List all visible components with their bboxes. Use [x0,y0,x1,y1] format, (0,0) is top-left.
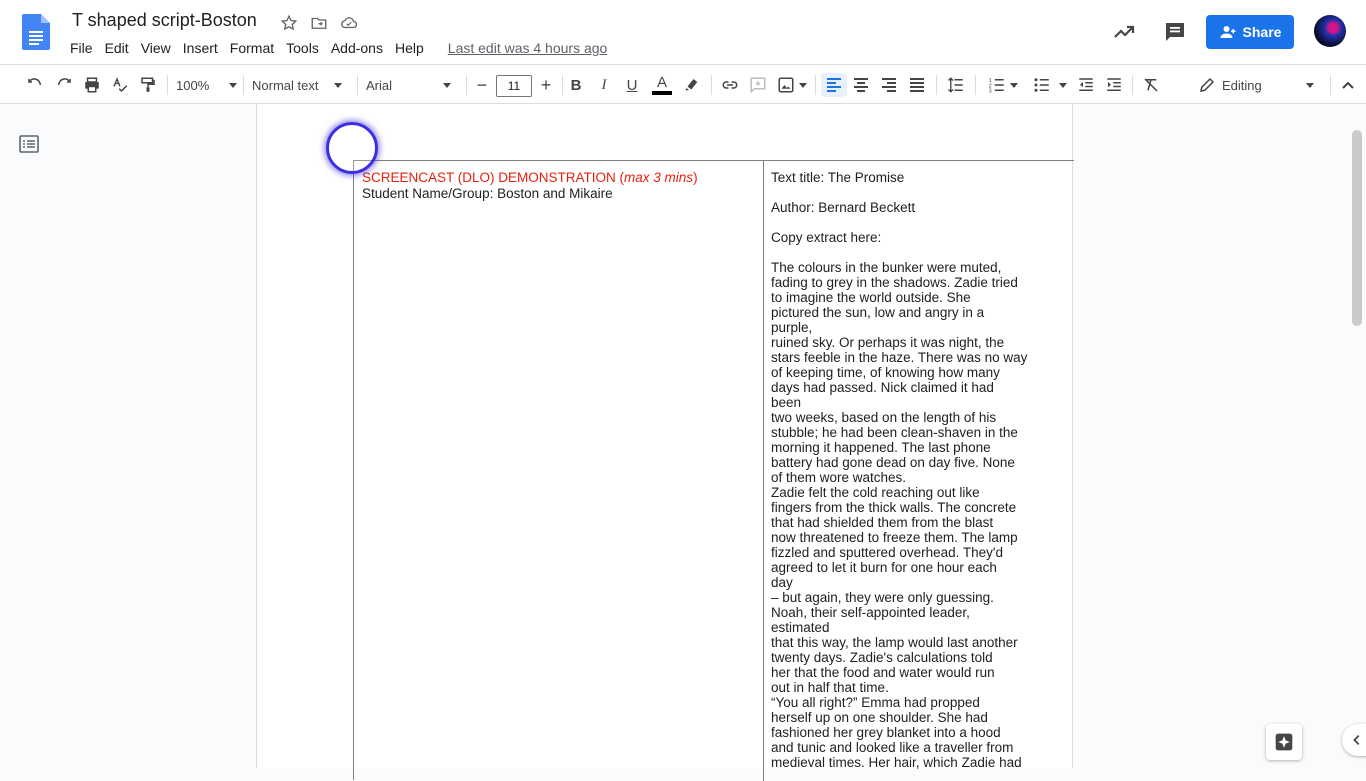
increase-indent-icon[interactable] [1103,73,1125,97]
account-avatar[interactable] [1314,15,1346,47]
paint-format-icon[interactable] [137,73,159,97]
increase-font-size-button[interactable]: + [540,74,552,95]
collapse-menus-icon[interactable] [1337,73,1359,97]
zoom-value: 100% [176,77,210,93]
table-column-divider [763,161,764,781]
justify-icon[interactable] [906,73,928,97]
pencil-icon [1198,76,1216,94]
chevron-down-icon [799,83,807,88]
toolbar-divider [815,75,816,95]
insert-link-icon[interactable] [719,73,741,97]
chevron-down-icon [229,83,237,88]
font-value: Arial [366,77,393,93]
menu-format[interactable]: Format [229,40,275,56]
chevron-down-icon [1010,83,1018,88]
chevron-left-icon [1350,733,1364,747]
insert-image-icon[interactable] [775,73,809,97]
undo-icon[interactable] [24,73,46,97]
copy-extract-label: Copy extract here: [771,230,882,245]
align-left-icon[interactable] [821,73,847,97]
paragraph-style-value: Normal text [252,77,319,93]
svg-text:1: 1 [988,78,992,84]
document-outline-icon[interactable] [19,135,39,153]
font-size-input[interactable]: 11 [496,75,532,97]
formatting-toolbar [0,64,1366,104]
menu-addons[interactable]: Add-ons [330,40,383,56]
chevron-down-icon [1059,83,1067,88]
toolbar-divider [357,75,358,95]
cloud-status-icon[interactable] [338,12,360,34]
decrease-font-size-button[interactable]: − [476,74,488,95]
italic-icon[interactable]: I [601,76,607,93]
move-folder-icon[interactable] [308,12,330,34]
docs-logo-icon[interactable] [22,14,50,50]
toolbar-divider [243,75,244,95]
menu-edit[interactable]: Edit [104,40,129,56]
menu-file[interactable]: File [70,40,93,56]
underline-icon[interactable]: U [626,76,638,94]
add-comment-icon[interactable] [747,73,769,97]
document-page[interactable] [256,104,1073,768]
app-header [0,0,1366,64]
author-line: Author: Bernard Beckett [771,200,916,215]
table-cell-right[interactable] [771,170,1071,770]
spellcheck-icon[interactable] [109,73,131,97]
title-actions [278,12,360,34]
toolbar-divider [562,75,563,95]
menu-tools[interactable]: Tools [286,40,319,56]
last-edit-link[interactable]: Last edit was 4 hours ago [447,40,608,56]
person-add-icon [1219,23,1237,41]
clear-formatting-icon[interactable] [1140,73,1162,97]
print-icon[interactable] [81,73,103,97]
menu-bar [64,38,613,58]
toolbar-divider [1132,75,1133,95]
chevron-down-icon [443,83,451,88]
toolbar-divider [167,75,168,95]
line-spacing-icon[interactable] [944,73,968,97]
editing-mode-select[interactable] [1198,73,1324,97]
explore-button[interactable] [1266,724,1302,760]
svg-text:3: 3 [988,88,992,94]
comments-icon[interactable] [1163,20,1187,44]
toolbar-divider [711,75,712,95]
side-panel-toggle[interactable] [1342,724,1366,756]
share-label: Share [1242,24,1282,40]
redo-icon[interactable] [53,73,75,97]
vertical-scrollbar[interactable] [1352,130,1362,326]
text-color-icon[interactable]: A [650,73,674,97]
font-select[interactable] [366,73,462,97]
decrease-indent-icon[interactable] [1075,73,1097,97]
highlight-icon[interactable] [681,73,703,97]
toolbar-divider [1330,75,1331,95]
toolbar-divider [936,75,937,95]
editing-mode-value: Editing [1222,77,1262,93]
bold-icon[interactable]: B [570,76,582,94]
toolbar-divider [975,75,976,95]
explore-icon [1274,732,1294,752]
screencast-heading: SCREENCAST (DLO) DEMONSTRATION (max 3 mins) [362,170,698,185]
menu-view[interactable]: View [140,40,171,56]
text-title-line: Text title: The Promise [771,170,905,185]
table-cell-left[interactable] [362,170,758,202]
align-right-icon[interactable] [878,73,900,97]
click-indicator [326,122,378,174]
document-title[interactable]: T shaped script-Boston [72,10,257,30]
bulleted-list-icon[interactable] [1030,73,1070,97]
numbered-list-icon[interactable] [984,73,1022,97]
zoom-select[interactable] [176,73,236,97]
student-name-line: Student Name/Group: Boston and Mikaire [362,186,613,201]
extract-text: The colours in the bunker were muted, fading to grey in the shadows. Zadie tried to imagine the world outside. She pictured the sun, low and angry in a purple, ruined sky. Or perhaps it was night, the stars feeble in the haze. There was no way of keeping time, of knowing how many days had passed. Nick claimed it had been two weeks, based on the length of his stubble; he had been clean-shaven in the morning it happened. The last phone battery had gone dead on day five. None of them wore watches. Zadie felt the cold reaching out like fingers from the thick walls. The concrete that had shielded them from the blast now threatened to freeze them. The lamp fizzled and sputtered overhead. They'd agreed to let it burn for one hour each day – but again, they were only guessing. Noah, their self-appointed leader, estimated that this way, the lamp would last another twenty days. Zadie's calculations told her that the food and water would run out in half that time. “You all right?” Emma had propped herself up on one shoulder. She had fashioned her grey blanket into a hood and tunic and looked like a traveller from medieval times. Her hair, which Zadie had [771,260,1028,770]
menu-help[interactable]: Help [394,40,424,56]
menu-insert[interactable]: Insert [182,40,218,56]
chevron-down-icon [1306,83,1314,88]
paragraph-style-select[interactable] [252,73,348,97]
align-center-icon[interactable] [850,73,872,97]
share-button[interactable] [1206,15,1294,49]
toolbar-divider [466,75,467,95]
script-table[interactable] [353,160,1074,780]
star-icon[interactable] [278,12,300,34]
chevron-down-icon [334,83,342,88]
activity-trend-icon[interactable] [1112,20,1136,44]
svg-text:2: 2 [988,83,992,90]
